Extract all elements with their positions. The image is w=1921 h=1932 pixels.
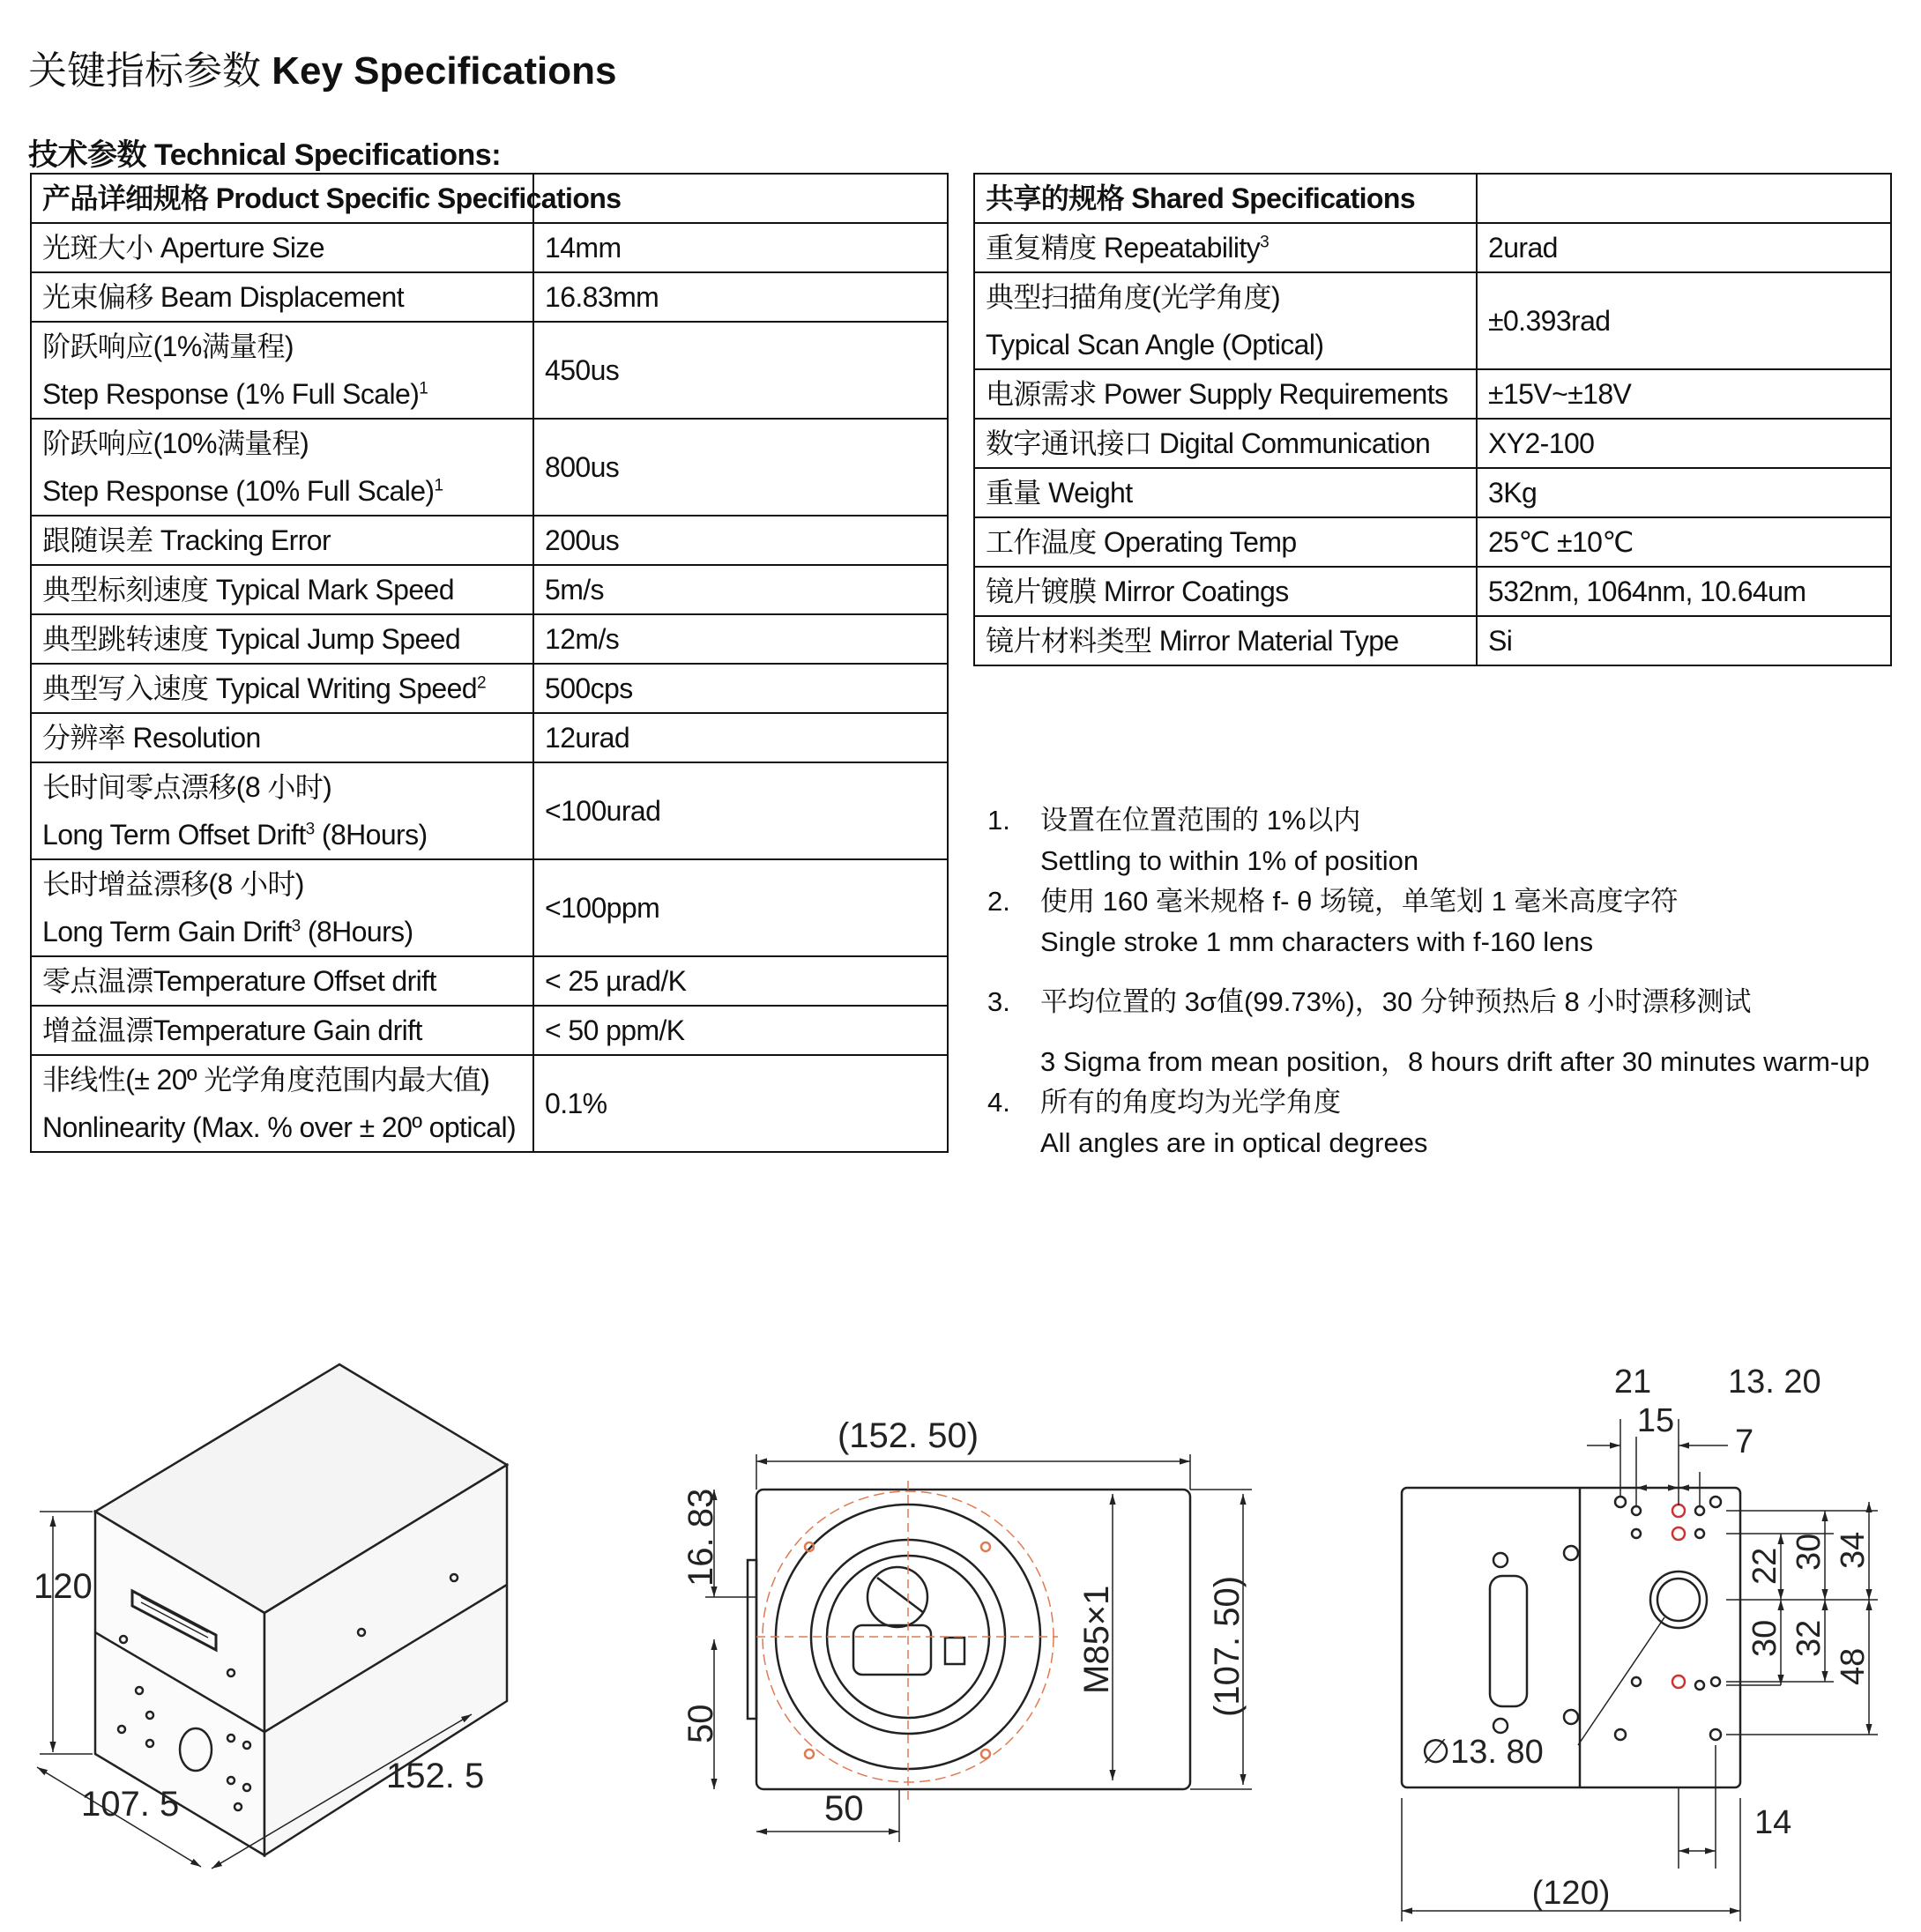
footnote-zh: 设置在位置范围的 1%以内 [1040,805,1361,836]
spec-label-cell [31,664,533,713]
footnote-zh: 使用 160 毫米规格 f- θ 场镜，单笔划 1 毫米高度字符 [1040,886,1679,917]
iso-width-label: 107. 5 [81,1785,180,1824]
table-row [31,614,948,664]
footnote-ref: 3 [305,820,315,839]
iso-height-label: 120 [34,1567,93,1606]
spec-value: ±0.393rad [1477,272,1891,369]
spec-value: 12m/s [533,614,948,664]
table-row [974,567,1891,616]
spec-label-cell [974,616,1477,665]
table-row [974,419,1891,468]
footnote-en: Single stroke 1 mm characters with f-160 lens [1040,926,1594,957]
side-dim-34: 34 [1835,1531,1872,1569]
spec-label-cell [31,565,533,614]
table-row [31,565,948,614]
spec-value: ±15V~±18V [1477,369,1891,419]
spec-label: Step Response (1% Full Scale)$^1$ [42,378,428,410]
footnote-en: All angles are in optical degrees [1040,1127,1428,1158]
spec-value: 12urad [533,713,948,762]
footnote-en: Settling to within 1% of position [1040,845,1419,876]
spec-value: XY2-100 [1477,419,1891,468]
spec-label: Long Term Offset Drift$^3$ (8Hours) [42,819,428,851]
table-row [31,1055,948,1152]
spec-label-cell [974,223,1477,272]
spec-label-cell [974,567,1477,616]
spec-label-cell [31,956,533,1006]
footnote-ref: 1 [419,379,428,398]
footnote-ref: 2 [476,673,486,693]
spec-label-cell [974,517,1477,567]
technical-drawings [0,1322,1921,1932]
footnote-en: 3 Sigma from mean position，8 hours drift after 30 minutes warm-up [1040,1046,1870,1077]
spec-label: Step Response (10% Full Scale)$^1$ [42,475,443,507]
spec-value: 5m/s [533,565,948,614]
spec-value: 450us [533,322,948,419]
front-offset-label: 16. 83 [681,1488,720,1586]
table-row [31,1006,948,1055]
footnote-1: 1. 设置在位置范围的 1%以内 Settling to within 1% of position [987,800,1904,881]
table-row [974,272,1891,369]
table-row [31,762,948,859]
spec-label-cell [974,468,1477,517]
spec-value: 3Kg [1477,468,1891,517]
spec-label-cell [31,859,533,956]
spec-label: 阶跃响应(10%满量程) [42,427,309,459]
table-row [31,859,948,956]
spec-value: 25℃ ±10℃ [1477,517,1891,567]
table-row [31,223,948,272]
spec-value: <100urad [533,762,948,859]
spec-value: 200us [533,516,948,565]
side-view [1402,1419,1878,1921]
front-left-label: 50 [681,1704,720,1743]
table-row [974,369,1891,419]
table-row [31,956,948,1006]
spec-label-cell [31,516,533,565]
spec-label: 长时间零点漂移(8 小时) [42,771,332,803]
spec-label: 零点温漂Temperature Offset drift [42,965,436,997]
table-row [31,664,948,713]
spec-label-cell [31,762,533,859]
spec-label: 跟随误差 Tracking Error [42,524,331,556]
front-view [705,1454,1252,1842]
footnote-ref: 3 [1260,233,1269,252]
spec-value: 500cps [533,664,948,713]
spec-label: Typical Scan Angle (Optical) [986,329,1324,360]
footnotes [987,800,1904,1163]
front-width-label: (152. 50) [837,1416,979,1455]
spec-value: Si [1477,616,1891,665]
spec-value: < 50 ppm/K [533,1006,948,1055]
spec-label: 重复精度 Repeatability$^3$ [986,232,1269,264]
spec-label: 镜片材料类型 Mirror Material Type [986,625,1399,657]
table-row [974,517,1891,567]
spec-value: 0.1% [533,1055,948,1152]
spec-value: 800us [533,419,948,516]
spec-label: 典型跳转速度 Typical Jump Speed [42,623,461,655]
table-header-row [974,174,1891,223]
side-dim-30a: 30 [1791,1533,1828,1571]
table-row [31,272,948,322]
table-row [31,322,948,419]
spec-value: 2urad [1477,223,1891,272]
table-header-row [31,174,948,223]
table-row [974,468,1891,517]
spec-label-cell [974,369,1477,419]
spec-label-cell [31,713,533,762]
spec-label: 典型写入速度 Typical Writing Speed$^2$ [42,672,486,704]
side-dim-30b: 30 [1746,1619,1783,1657]
side-width-label: (120) [1531,1875,1611,1912]
spec-label-cell [31,322,533,419]
front-bottom-label: 50 [824,1789,864,1828]
iso-length-label: 152. 5 [386,1757,485,1795]
spec-label: Long Term Gain Drift$^3$ (8Hours) [42,916,413,947]
table-header-cell: 产品详细规格 Product Specific Specifications [31,174,533,223]
table-row [974,223,1891,272]
spec-value: < 25 µrad/K [533,956,948,1006]
spec-label: 重量 Weight [986,477,1133,509]
spec-label: 分辨率 Resolution [42,722,261,754]
footnote-ref: 1 [434,476,443,495]
side-dim-7: 7 [1735,1423,1754,1460]
table-row [31,516,948,565]
spec-label: Nonlinearity (Max. % over ± 20º optical) [42,1111,517,1143]
table-header-cell: 共享的规格 Shared Specifications [974,174,1477,223]
footnote-3: 3. 平均位置的 3σ值(99.73%)，30 分钟预热后 8 小时漂移测试 3 Sigma from mean position，8 hours drift after 30 minutes warm-up [987,982,1904,1082]
footnote-ref: 3 [291,917,301,936]
spec-value: 16.83mm [533,272,948,322]
side-dim-21: 21 [1613,1364,1652,1401]
spec-label-cell [974,419,1477,468]
spec-label: 阶跃响应(1%满量程) [42,331,294,362]
page-title [28,39,617,95]
table-row [31,419,948,516]
table-header-empty-cell [1477,174,1891,223]
side-dim-15: 15 [1636,1402,1675,1439]
spec-label: 增益温漂Temperature Gain drift [42,1014,422,1046]
spec-value: 532nm, 1064nm, 10.64um [1477,567,1891,616]
spec-label: 数字通讯接口 Digital Communication [986,427,1431,459]
spec-label: 典型标刻速度 Typical Mark Speed [42,574,454,606]
spec-label: 光斑大小 Aperture Size [42,232,324,264]
spec-label-cell [31,419,533,516]
spec-label: 典型扫描角度(光学角度) [986,281,1281,313]
footnote-2: 2. 使用 160 毫米规格 f- θ 场镜，单笔划 1 毫米高度字符 Single stroke 1 mm characters with f-160 lens [987,881,1904,962]
shared-specs-table [973,173,1892,666]
table-row [974,616,1891,665]
page-title-zh: 关键指标参数 [28,49,261,93]
front-height-label: (107. 50) [1208,1575,1247,1717]
side-dim-14: 14 [1754,1804,1792,1841]
page-title-en: Key Specifications [272,49,617,93]
spec-label: 光束偏移 Beam Displacement [42,281,405,313]
spec-label-cell [31,223,533,272]
footnote-zh: 所有的角度均为光学角度 [1040,1087,1341,1118]
product-specs-table [30,173,949,1153]
spec-label-cell [31,1055,533,1152]
spec-label-cell [31,272,533,322]
spec-label: 长时增益漂移(8 小时) [42,868,304,900]
spec-label: 非线性(± 20º 光学角度范围内最大值) [42,1064,490,1096]
spec-label: 工作温度 Operating Temp [986,526,1297,558]
front-thread-label: M85×1 [1077,1585,1116,1694]
side-hole-label: ∅13. 80 [1421,1734,1544,1771]
spec-value: <100ppm [533,859,948,956]
spec-label-cell [31,614,533,664]
footnote-zh: 平均位置的 3σ值(99.73%)，30 分钟预热后 8 小时漂移测试 [1040,986,1752,1017]
spec-value: 14mm [533,223,948,272]
side-dim-48: 48 [1835,1647,1872,1685]
spec-label-cell [31,1006,533,1055]
table-row [31,713,948,762]
side-dim-32: 32 [1791,1619,1828,1657]
spec-label-cell [974,272,1477,369]
spec-label: 电源需求 Power Supply Requirements [986,378,1448,410]
side-dim-1320: 13. 20 [1728,1364,1821,1401]
footnote-4: 4. 所有的角度均为光学角度 All angles are in optical degrees [987,1082,1904,1163]
section-subtitle: 技术参数 Technical Specifications: [28,138,502,172]
spec-label: 镜片镀膜 Mirror Coatings [986,576,1289,607]
side-dim-22: 22 [1746,1547,1783,1585]
